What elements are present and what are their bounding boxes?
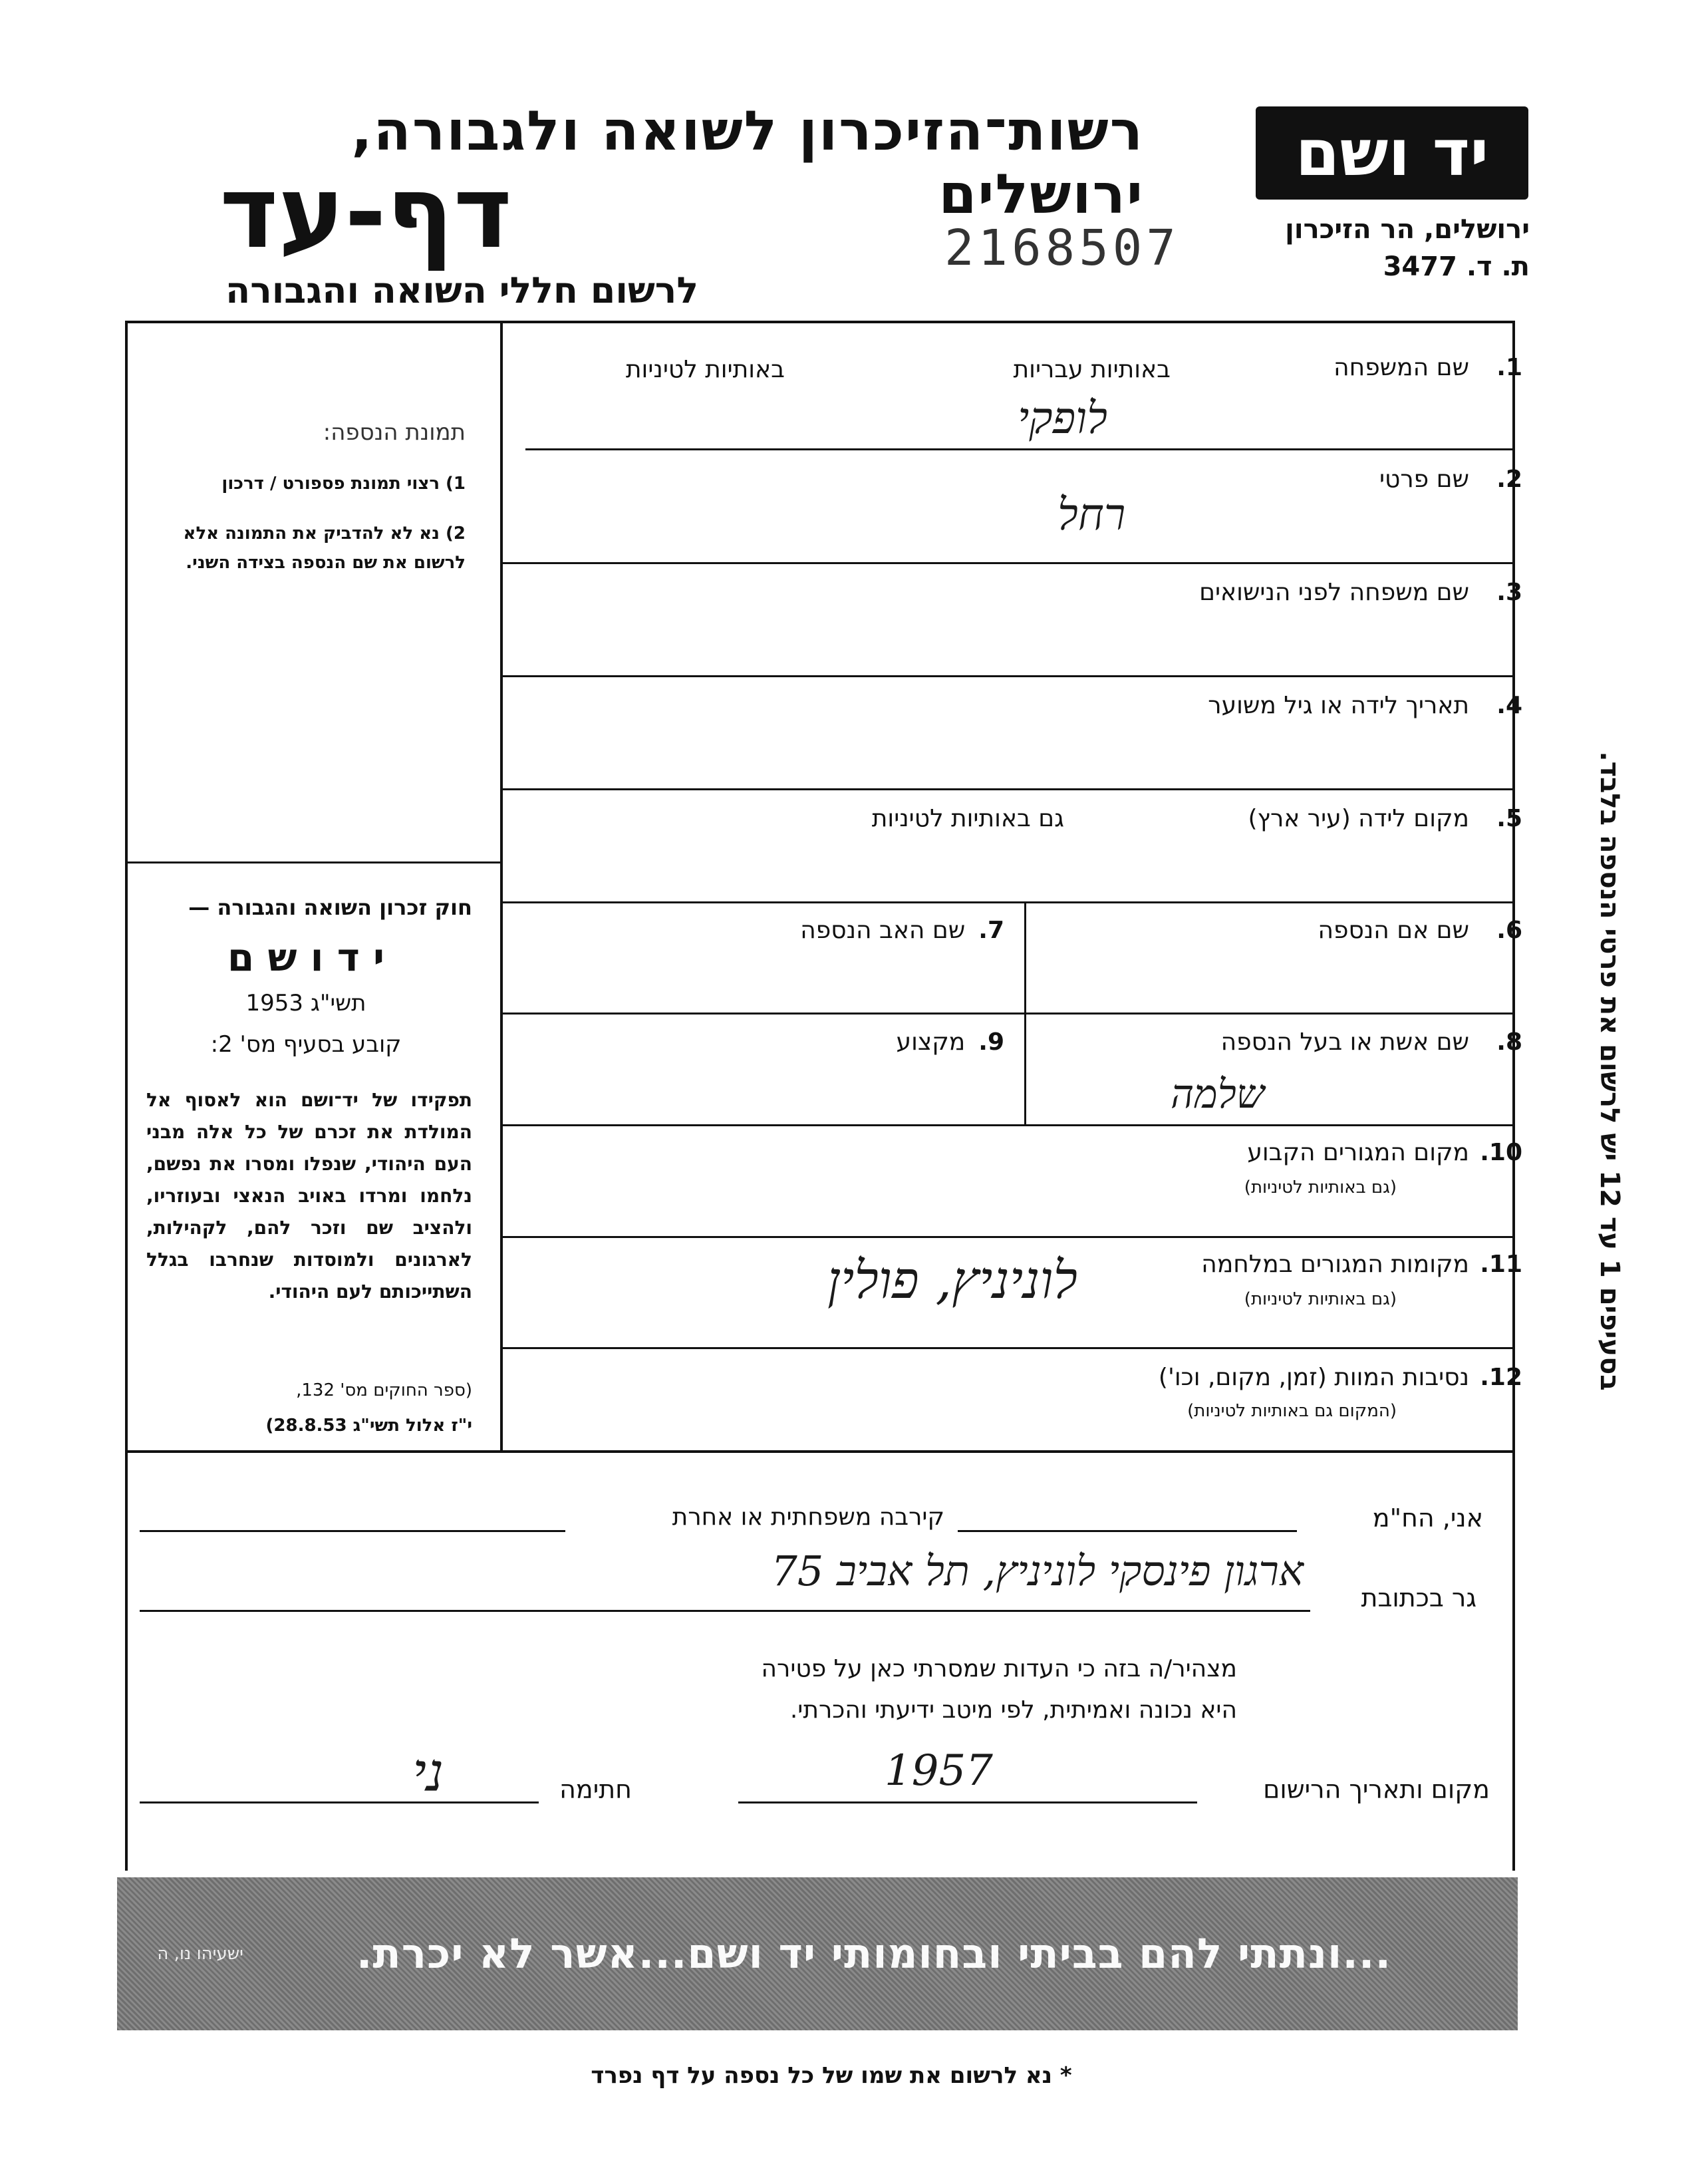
address-line bbox=[140, 1610, 1310, 1612]
field-8-label: שם אשת או בעל הנספה bbox=[1220, 1028, 1469, 1056]
field-mother-name bbox=[1318, 917, 1522, 944]
address-label: גר בכתובת bbox=[1361, 1583, 1476, 1613]
field-10-label: מקום המגורים הקבוע bbox=[1247, 1139, 1469, 1166]
field-10-num: 10. bbox=[1480, 1139, 1522, 1166]
field-5-label: מקום לידה (עיר ארץ) bbox=[1248, 805, 1469, 832]
field-12-label: נסיבות המוות (זמן, מקום, וכו') bbox=[1158, 1364, 1469, 1391]
photo-item-2: 2) נא לא להדביק את התמונה אלא לרשום את שם הנספה בצידה השני. bbox=[183, 524, 466, 573]
field-war-residence bbox=[1201, 1251, 1522, 1278]
field-1-label: שם המשפחה bbox=[1333, 354, 1469, 381]
field-first-name bbox=[1379, 466, 1522, 493]
field-7-num: 7. bbox=[978, 917, 1004, 944]
side-note: בסעיפים 1 עד 12 יש לרשום את פרטי הנספה בלבד. bbox=[1594, 751, 1625, 1391]
field-2-num: 2. bbox=[1496, 466, 1522, 493]
authority-title: רשות־הזיכרון לשואה ולגבורה, ירושלים bbox=[351, 100, 1144, 226]
row-line-4 bbox=[500, 788, 1512, 790]
field-birth-place bbox=[1248, 805, 1522, 832]
logo-text: יד ושם bbox=[1295, 116, 1489, 190]
spouse-name-value[interactable]: שלמה bbox=[1171, 1071, 1265, 1118]
law-section: קובע בסעיף מס' 2: bbox=[210, 1031, 402, 1058]
field-spouse-name bbox=[1221, 1028, 1522, 1056]
field-9-label: מקצוע bbox=[896, 1028, 966, 1056]
banner-quote: ...ונתתי להם בביתי ובחומותי יד ושם...אשר לא יכרת. bbox=[356, 1929, 1391, 1978]
statement-line-2: היא נכונה ואמיתית, לפי מיטב ידיעתי והכרתי. bbox=[789, 1696, 1237, 1724]
place-date-value[interactable]: 1957 bbox=[885, 1746, 993, 1795]
field-11-note: (גם באותיות לטיניות) bbox=[1244, 1289, 1397, 1309]
war-residence-value[interactable]: לוניניץ, פולין bbox=[827, 1251, 1077, 1311]
field-death-circumstances bbox=[1159, 1364, 1522, 1391]
field-7-label: שם האב הנספה bbox=[800, 917, 966, 944]
frame-top bbox=[125, 321, 1515, 323]
statement-line-1: מצהיר/ה בזה כי העדות שמסרתי כאן על פטירה bbox=[761, 1655, 1237, 1682]
field-father-name bbox=[738, 917, 1004, 944]
family-name-value[interactable]: לופקי bbox=[1018, 392, 1107, 444]
row-line-9 bbox=[500, 1347, 1512, 1349]
field-3-num: 3. bbox=[1496, 579, 1522, 606]
field-family-name bbox=[1333, 354, 1522, 381]
split-6-7 bbox=[1024, 901, 1026, 1126]
relation-line bbox=[140, 1530, 565, 1532]
col-header-latin: באותיות לטיניות bbox=[625, 356, 785, 383]
photo-item-1: 1) רצוי תמונת פספורט / דרכון bbox=[221, 474, 466, 494]
law-year: תשי"ג 1953 bbox=[245, 990, 366, 1016]
address-line1: ירושלים, הר הזיכרון bbox=[1285, 214, 1530, 245]
law-top-line bbox=[125, 861, 500, 863]
address-line2: ת. ד. 3477 bbox=[1383, 251, 1530, 282]
photo-heading: תמונת הנספה: bbox=[323, 419, 466, 446]
law-date: י"ז אלול תשי"ג 28.8.53) bbox=[265, 1416, 472, 1436]
field-5-num: 5. bbox=[1496, 805, 1522, 832]
law-source: (ספר החוקים מס' 132, bbox=[296, 1380, 472, 1400]
footer-note: * נא לרשום את שמו של כל נספה על דף נפרד bbox=[591, 2062, 1072, 2089]
field-maiden-name bbox=[1199, 579, 1522, 606]
field-3-label: שם משפחה לפני הנישואים bbox=[1199, 579, 1469, 606]
field-permanent-residence bbox=[1247, 1139, 1522, 1166]
field-12-note: (המקום גם באותיות לטיניות) bbox=[1187, 1401, 1397, 1421]
declarant-line bbox=[958, 1530, 1297, 1532]
field-10-note: (גם באותיות לטיניות) bbox=[1244, 1177, 1397, 1197]
signature-line bbox=[140, 1801, 539, 1803]
address-value[interactable]: ארגון פינסקי לוניניץ, תל אביב 75 bbox=[771, 1547, 1304, 1595]
field-4-num: 4. bbox=[1496, 692, 1522, 719]
field-11-label: מקומות המגורים במלחמה bbox=[1201, 1251, 1469, 1278]
place-date-line bbox=[738, 1801, 1197, 1803]
field-6-num: 6. bbox=[1496, 917, 1522, 944]
section-divider bbox=[125, 1450, 1515, 1453]
form-title: דף-עד bbox=[219, 155, 512, 271]
field-8-num: 8. bbox=[1496, 1028, 1522, 1056]
field-1-num: 1. bbox=[1496, 354, 1522, 381]
relation-label: קירבה משפחתית או אחרת bbox=[672, 1503, 944, 1531]
field-12-num: 12. bbox=[1480, 1364, 1522, 1391]
banner-source: ישעיהו נו, ה bbox=[157, 1944, 243, 1964]
field-4-label: תאריך לידה או גיל משוער bbox=[1208, 692, 1469, 719]
frame-right bbox=[1512, 321, 1515, 1871]
frame-left bbox=[125, 321, 128, 1871]
field-11-num: 11. bbox=[1480, 1251, 1522, 1278]
place-date-label: מקום ותאריך הרישום bbox=[1263, 1775, 1490, 1804]
quote-banner bbox=[117, 1877, 1518, 2030]
field-profession bbox=[805, 1028, 1004, 1056]
row-line-5 bbox=[500, 901, 1512, 903]
col-header-hebrew: באותיות עבריות bbox=[1013, 356, 1171, 383]
first-name-value[interactable]: רחל bbox=[1057, 489, 1126, 540]
declarant-label: אני, הח"מ bbox=[1372, 1503, 1483, 1533]
serial-number: 2168507 bbox=[944, 220, 1180, 277]
row-line-7 bbox=[500, 1124, 1512, 1126]
field-6-label: שם אם הנספה bbox=[1318, 917, 1469, 944]
law-name: י ד ו ש ם bbox=[227, 935, 385, 980]
row-line-3 bbox=[500, 675, 1512, 677]
field-2-label: שם פרטי bbox=[1379, 466, 1469, 493]
row-line-2 bbox=[500, 562, 1512, 564]
field-birth-date bbox=[1208, 692, 1522, 719]
row-line-8 bbox=[500, 1236, 1512, 1238]
yad-vashem-logo bbox=[1256, 106, 1528, 200]
signature-label: חתימה bbox=[559, 1775, 632, 1804]
row-line-1 bbox=[525, 448, 1512, 450]
row-line-6 bbox=[500, 1013, 1512, 1014]
signature-value[interactable]: ני bbox=[412, 1742, 444, 1803]
field-5-note: גם באותיות לטיניות bbox=[871, 805, 1064, 832]
law-text: תפקידו של יד־ושם הוא לאסוף אל המולדת את זכרם של כל אלה מבני העם היהודי, שנפלו ומסרו את נפשם, נלחמו ומרדו באויב הנאצי ובעוזריו, ולהציב שם וזכר להם, לקהילות, לארגונים ולמוסדות שנחרבו בגלל השתייכותם לעם היהודי. bbox=[146, 1089, 472, 1303]
law-heading: חוק זכרון השואה והגבורה — bbox=[188, 895, 472, 920]
field-9-num: 9. bbox=[978, 1028, 1004, 1056]
column-divider bbox=[500, 321, 503, 1452]
form-subtitle: לרשום חללי השואה והגבורה bbox=[225, 269, 698, 311]
